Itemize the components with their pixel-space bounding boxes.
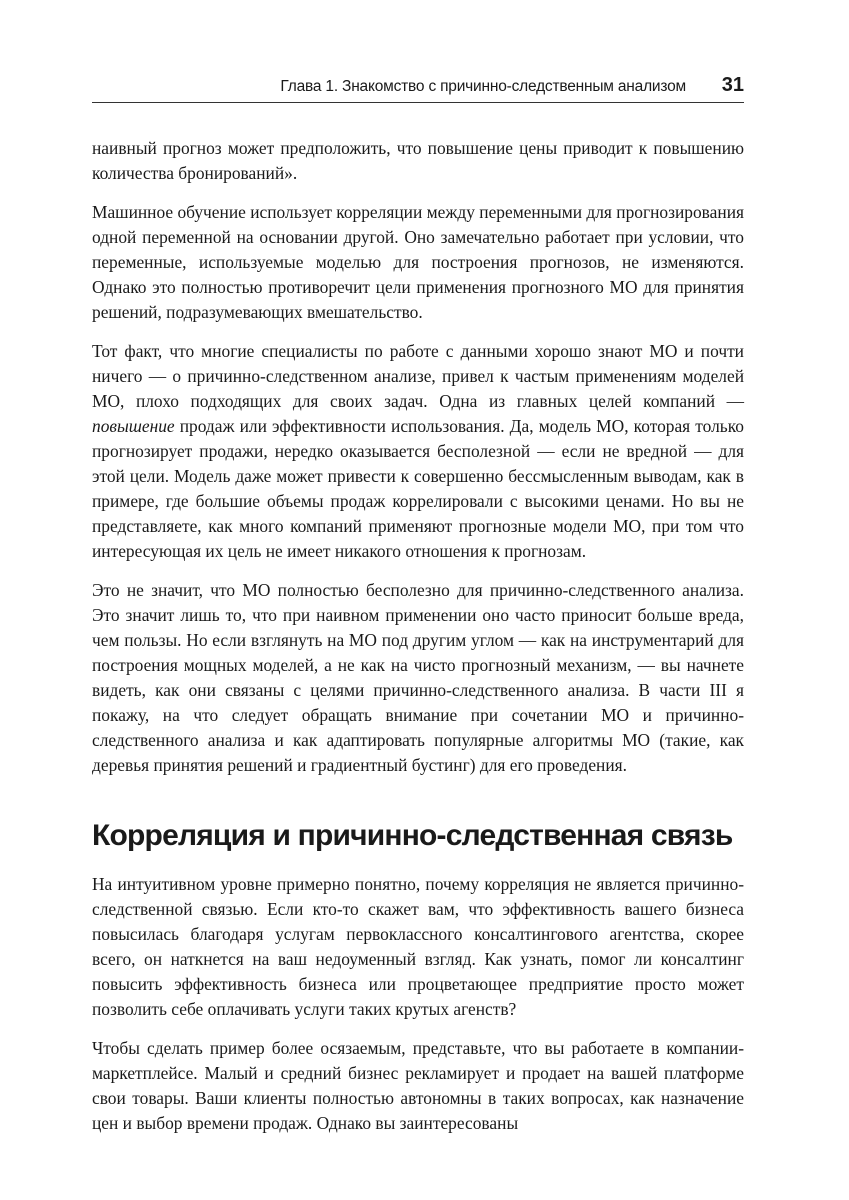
body-text xyxy=(92,136,744,1150)
section-heading: Корреляция и причинно-следственная связь xyxy=(92,819,733,852)
paragraph-4: Это не значит, что МО полностью бесполезно для причинно-следственного анализа. Это значит лишь то, что при наивном применении оно часто приносит больше вреда, чем пользы. Но если взглянуть на МО под другим углом — как на инструментарий для построения мощных моделей, а не как на чисто прогнозный механизм, — вы начнете видеть, как они связаны с целями причинно-следственного анализа. В части III я покажу, на что следует обращать внимание при сочетании МО и причинно-следственного анализа и как адаптировать популярные алгоритмы МО (такие, как деревья принятия решений и градиентный бустинг) для его проведения. xyxy=(92,580,744,775)
paragraph-3-emphasis: повышение xyxy=(92,416,175,436)
paragraph-1: наивный прогноз может предположить, что повышение цены приводит к повышению количества бронирований». xyxy=(92,138,744,183)
paragraph-3 xyxy=(92,339,744,564)
paragraph-6: Чтобы сделать пример более осязаемым, представьте, что вы работаете в компании-маркетплейсе. Малый и средний бизнес рекламирует и продает на вашей платформе свои товары. Ваши клиенты полностью автономны в таких вопросах, как назначение цен и выбор времени продаж. Однако вы заинтересованы xyxy=(92,1038,744,1133)
paragraph-2: Машинное обучение использует корреляции между переменными для прогнозирования одной переменной на основании другой. Оно замечательно работает при условии, что переменные, используемые моделью для построения прогнозов, не изменяются. Однако это полностью противоречит цели применения прогнозного МО для принятия решений, подразумевающих вмешательство. xyxy=(92,202,744,322)
running-header xyxy=(92,72,744,103)
page-number: 31 xyxy=(721,74,744,96)
paragraph-3-text-before: Тот факт, что многие специалисты по работе с данными хорошо знают МО и почти ничего — о причинно-следственном анализе, привел к частым применениям моделей МО, плохо подходящих для своих задач. Одна из главных целей компаний — xyxy=(92,341,744,411)
chapter-title: Глава 1. Знакомство с причинно-следственным анализом xyxy=(280,78,686,95)
paragraph-3-text-after: продаж или эффективности использования. Да, модель МО, которая только прогнозирует продажи, нередко оказывается бесполезной — если не вредной — для этой цели. Модель даже может привести к совершенно бессмысленным выводам, как в примере, где большие объемы продаж коррелировали с высокими ценами. Но вы не представляете, как много компаний применяют прогнозные модели МО, при том что интересующая их цель не имеет никакого отношения к прогнозам. xyxy=(92,416,744,561)
paragraph-5: На интуитивном уровне примерно понятно, почему корреляция не является причинно-следственной связью. Если кто-то скажет вам, что эффективность вашего бизнеса повысилась благодаря услугам первоклассного консалтингового агентства, скорее всего, он наткнется на ваш недоуменный взгляд. Как узнать, помог ли консалтинг повысить эффективность бизнеса или процветающее предприятие просто может позволить себе оплачивать услуги таких крутых агенств? xyxy=(92,874,744,1019)
